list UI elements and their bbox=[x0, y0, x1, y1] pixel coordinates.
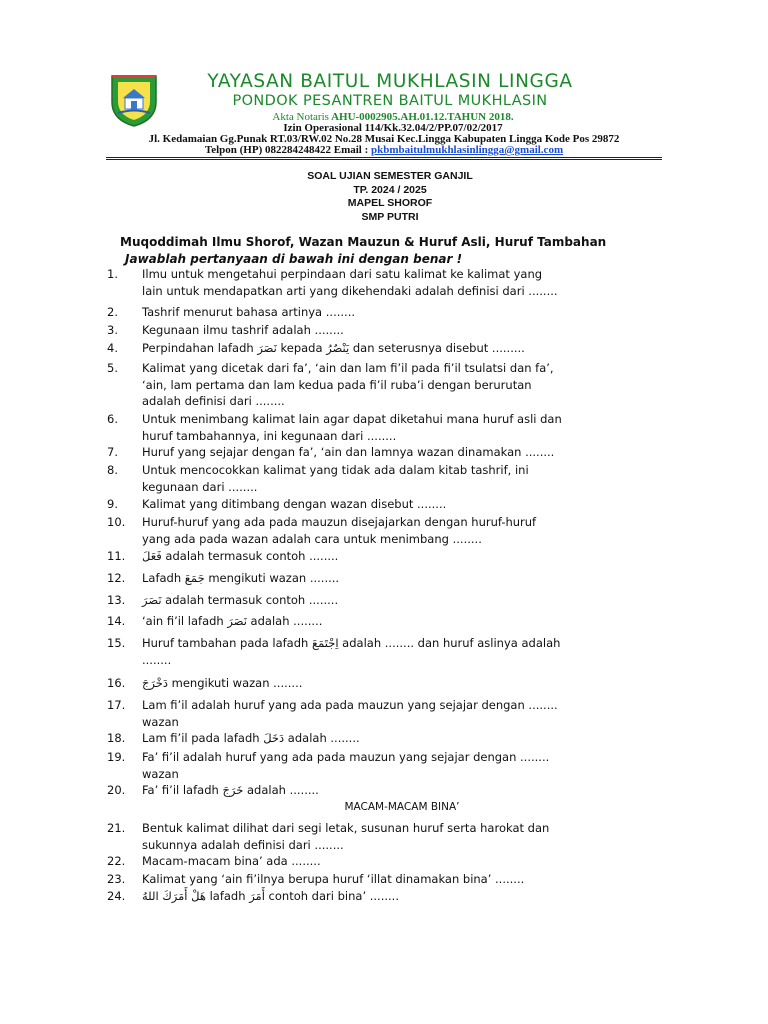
question-text: wazan bbox=[142, 766, 179, 781]
question-text: Bentuk kalimat dilihat dari segi letak, susunan huruf serta harokat dan bbox=[142, 821, 550, 835]
question-number: 19. bbox=[107, 750, 126, 764]
question-text: دَخْرَجَ mengikuti wazan ........ bbox=[142, 676, 303, 690]
question-text: Fa’ fi’il lafadh خَرَجَ adalah ........ bbox=[142, 783, 319, 797]
question-number: 1. bbox=[107, 267, 118, 281]
question-number: 15. bbox=[107, 636, 126, 650]
question-text: Untuk mencocokkan kalimat yang tidak ada dalam kitab tashrif, ini bbox=[142, 463, 529, 477]
question-text: lain untuk mendapatkan arti yang dikehendaki adalah definisi dari ........ bbox=[142, 283, 558, 298]
question-text: Huruf-huruf yang ada pada mauzun disejajarkan dengan huruf-huruf bbox=[142, 515, 537, 529]
question-text: Lam fi’il adalah huruf yang ada pada mauzun yang sejajar dengan ........ bbox=[142, 698, 558, 712]
question-number: 18. bbox=[107, 731, 126, 745]
letterhead-divider bbox=[106, 157, 662, 158]
section-title: MACAM-MACAM BINA’ bbox=[344, 801, 460, 813]
question-number: 12. bbox=[107, 571, 126, 585]
question-text: sukunnya adalah definisi dari ........ bbox=[142, 837, 344, 852]
question-text: Lam fi’il pada lafadh دَخَلَ adalah ........ bbox=[142, 731, 360, 745]
exam-year: TP. 2024 / 2025 bbox=[353, 184, 427, 196]
exam-title: SOAL UJIAN SEMESTER GANJIL bbox=[307, 170, 473, 182]
topic-heading: Muqoddimah Ilmu Shorof, Wazan Mauzun & Huruf Asli, Huruf Tambahan bbox=[120, 235, 607, 249]
question-text: Kalimat yang dicetak dari fa’, ‘ain dan lam fi’il pada fi’il tsulatsi dan fa’, bbox=[142, 361, 554, 375]
question-text: wazan bbox=[142, 714, 179, 729]
question-text: Ilmu untuk mengetahui perpindaan dari satu kalimat ke kalimat yang bbox=[142, 267, 543, 281]
question-text: adalah definisi dari ........ bbox=[142, 394, 285, 408]
foundation-name: YAYASAN BAITUL MUKHLASIN LINGGA bbox=[207, 71, 573, 92]
notary-line: Akta Notaris AHU-0002905.AH.01.12.TAHUN 2018. bbox=[272, 111, 514, 123]
question-number: 6. bbox=[107, 412, 118, 426]
question-number: 24. bbox=[107, 889, 126, 903]
question-number: 10. bbox=[107, 515, 126, 529]
question-text: ‘ain fi’il lafadh نَصَرَ adalah ........ bbox=[142, 614, 323, 628]
contact-label: Telpon (HP) 082284248422 Email : bbox=[204, 144, 369, 156]
question-number: 8. bbox=[107, 463, 118, 477]
notary-value: AHU-0002905.AH.01.12.TAHUN 2018 bbox=[331, 111, 511, 123]
question-text: فَعَلَ adalah termasuk contoh ........ bbox=[142, 549, 339, 563]
question-text: ........ bbox=[142, 652, 172, 667]
instruction: Jawablah pertanyaan di bawah ini dengan benar ! bbox=[125, 252, 463, 266]
question-number: 17. bbox=[107, 698, 126, 712]
question-number: 11. bbox=[107, 549, 126, 563]
question-number: 3. bbox=[107, 323, 118, 337]
contact-line bbox=[0, 144, 768, 156]
question-number: 13. bbox=[107, 593, 126, 607]
question-text: huruf tambahannya, ini kegunaan dari ........ bbox=[142, 428, 397, 443]
question-text: Kalimat yang ditimbang dengan wazan disebut ........ bbox=[142, 497, 447, 511]
question-text: هَلْ أَمَرَكَ اللهُ lafadh أَمَرَ contoh dari bina’ ........ bbox=[142, 889, 399, 903]
notary-label: Akta Notaris bbox=[272, 111, 329, 123]
question-text: Fa’ fi’il adalah huruf yang ada pada mauzun yang sejajar dengan ........ bbox=[142, 750, 550, 764]
question-text: Kegunaan ilmu tashrif adalah ........ bbox=[142, 323, 344, 337]
question-text: Huruf tambahan pada lafadh اِجْتَمَعَ adalah ........ dan huruf aslinya adalah bbox=[142, 636, 561, 650]
question-number: 14. bbox=[107, 614, 126, 628]
question-number: 16. bbox=[107, 676, 126, 690]
question-number: 4. bbox=[107, 341, 118, 355]
question-number: 23. bbox=[107, 872, 126, 886]
question-text: ‘ain, lam pertama dan lam kedua pada fi’il ruba’i dengan berurutan bbox=[142, 377, 532, 392]
question-number: 9. bbox=[107, 497, 118, 511]
question-number: 21. bbox=[107, 821, 126, 835]
exam-subject: MAPEL SHOROF bbox=[347, 197, 433, 209]
question-text: نَصَرَ adalah termasuk contoh ........ bbox=[142, 593, 339, 607]
question-text: Untuk menimbang kalimat lain agar dapat diketahui mana huruf asli dan bbox=[142, 412, 562, 426]
question-number: 7. bbox=[107, 445, 118, 459]
question-text: Macam-macam bina’ ada ........ bbox=[142, 854, 321, 868]
question-text: Tashrif menurut bahasa artinya ........ bbox=[142, 305, 356, 319]
question-text: Lafadh جَمَعَ mengikuti wazan ........ bbox=[142, 571, 340, 585]
question-text: Huruf yang sejajar dengan fa’, ‘ain dan lamnya wazan dinamakan ........ bbox=[142, 445, 555, 459]
question-text: kegunaan dari ........ bbox=[142, 479, 258, 494]
question-number: 2. bbox=[107, 305, 118, 319]
school-name: PONDOK PESANTREN BAITUL MUKHLASIN bbox=[232, 93, 548, 109]
question-number: 5. bbox=[107, 361, 118, 375]
address: Jl. Kedamaian Gg.Punak RT.03/RW.02 No.28 Musai Kec.Lingga Kabupaten Lingga Kode Pos 29872 bbox=[148, 133, 620, 145]
question-text: Perpindahan lafadh نَصَرَ kepada يَنْصُرُ dan seterusnya disebut ......... bbox=[142, 341, 525, 355]
question-number: 22. bbox=[107, 854, 126, 868]
question-text: yang ada pada wazan adalah cara untuk menimbang ........ bbox=[142, 531, 482, 546]
email-link[interactable]: pkbmbaitulmukhlasinlingga@gmail.com bbox=[371, 144, 564, 156]
question-text: Kalimat yang ‘ain fi’ilnya berupa huruf ‘illat dinamakan bina’ ........ bbox=[142, 872, 525, 886]
operational-permit: Izin Operasional 114/Kk.32.04/2/PP.07/02/2017 bbox=[283, 122, 503, 134]
letterhead-divider-double bbox=[106, 159, 662, 160]
exam-class: SMP PUTRI bbox=[361, 211, 419, 223]
question-number: 20. bbox=[107, 783, 126, 797]
